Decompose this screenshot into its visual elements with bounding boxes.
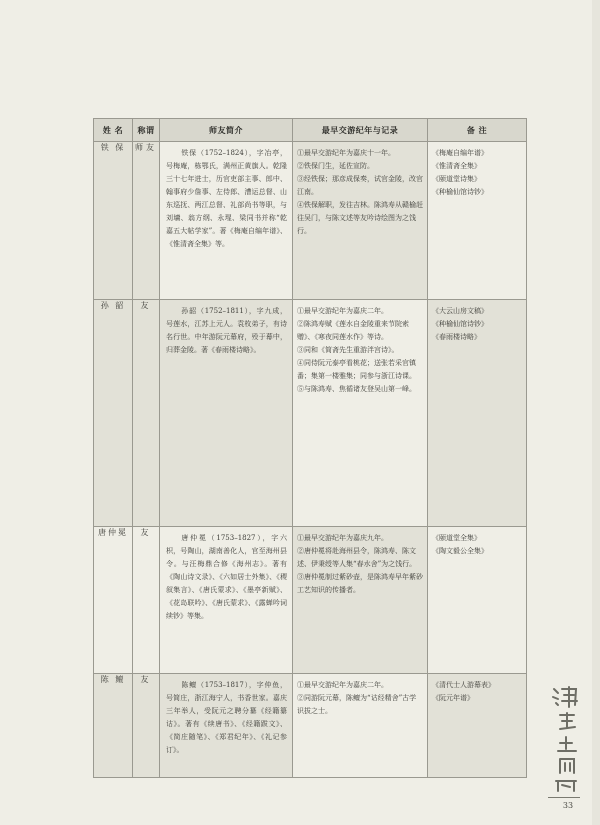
record-cell [293,300,428,527]
page-number-rule [548,797,580,798]
row-name-cell [94,674,133,778]
note-item: 《梅庵自编年谱》 [432,149,488,157]
record-cell [293,527,428,674]
record-item: ⑤与陈鸿寿、焦循诸友登吴山第一峰。 [297,385,416,393]
header-name: 姓 名 [94,119,133,142]
person-name: 铁 保 [100,143,126,152]
record-item: ②陈鸿寿赋《莲水自金陵重来节院索赠》、《寒夜同莲水作》等诗。 [297,320,409,341]
row-name-cell [94,142,133,300]
page-number: 33 [562,801,574,810]
calligraphy-decoration-icon [548,683,584,793]
header-notes: 备 注 [428,119,527,142]
intro-text: 唐仲冕（1753–1827），字六枳，号陶山，湖南善化人，官至海州县令。与汪梅鼎合修《海州志》。著有《陶山诗文录》、《六如居士外集》、《稷叙集言》、《唐氏蒙求》、《墨亭新赋》、《花岛联吟》、《唐氏蒙求》、《露蝉吟词续钞》等集。 [166,534,287,620]
intro-text: 陈鳣（1753–1817），字仲鱼，号简庄，浙江海宁人，书香世家。嘉庆三年举人，受阮元之聘分纂《经籍纂诂》。著有《续唐书》、《经籍跋文》、《简庄随笔》、《郑君纪年》、《礼记参订》。 [166,681,287,754]
relation-label: 友 [140,528,152,537]
note-item: 《惟清斋全集》 [432,162,481,170]
record-item: ④铁保解职，发往吉林。陈鸿寿从赣榆赶往吴门，与陈文述等友吟诗绘图为之饯行。 [297,201,423,235]
record-item: ④同侍阮元泰亭看桃花；送张若采官镇番；集第一楼雅集；同参与浙江诗课。 [297,359,416,380]
table-row [94,674,527,778]
row-relation-cell [133,527,160,674]
notes-cell [428,527,527,674]
note-item: 《阮元年谱》 [432,694,474,702]
intro-text: 铁保（1752–1824），字冶亭，号梅庵，栋鄂氏，满州正黄旗人。乾隆三十七年进士，历官吏部主事、郎中、翰事府少詹事、左侍郎、漕运总督、山东巡抚、两江总督、礼部尚书等职，与刘墉、翁方纲、永瑆、梁同书并称“乾嘉五大帖学家”。著《梅庵自编年谱》、《惟清斋全集》等。 [166,149,287,248]
row-relation-cell [133,674,160,778]
record-item: ①最早交游纪年为嘉庆二年。 [297,681,388,689]
notes-cell [428,674,527,778]
intro-cell [160,674,293,778]
header-record: 最早交游纪年与记录 [293,119,428,142]
note-item: 《清代士人游幕表》 [432,681,495,689]
table-header-row [94,119,527,142]
record-item: ③经铁保；那彦成保奏，试官金陵，改官江南。 [297,175,423,196]
note-item: 《颐道堂诗集》 [432,175,481,183]
record-cell [293,674,428,778]
record-item: ③唐仲冕制过紫砂壶，是陈鸿寿早年紫砂工艺知识的传播者。 [297,573,423,594]
friends-table [93,118,527,778]
record-item: ②同游阮元幕，陈鳣为“诂经精舍”古学识拔之士。 [297,694,417,715]
table-row [94,142,527,300]
note-item: 《陶文毅公全集》 [432,547,488,555]
note-item: 《颐道堂全集》 [432,534,481,542]
row-relation-cell [133,300,160,527]
header-intro: 师友简介 [160,119,293,142]
note-item: 《春雨楼诗略》 [432,333,481,341]
page-edge [592,0,600,825]
notes-cell [428,142,527,300]
row-relation-cell [133,142,160,300]
intro-cell [160,527,293,674]
intro-cell [160,142,293,300]
record-item: ①最早交游纪年为嘉庆二年。 [297,307,388,315]
person-name: 唐仲冕 [98,528,128,537]
record-item: ①最早交游纪年为嘉庆十一年。 [297,149,395,157]
relation-label: 师友 [135,143,157,152]
intro-text: 孙韶（1752–1811），字九成，号莲水，江苏上元人。袁枚弟子，有诗名行世。中年游阮元幕府，殁于幕中，归葬金陵。著《春雨楼诗略》。 [166,307,287,354]
person-name: 陈 鳣 [100,675,126,684]
record-item: ③同和《简斋先生重游泮宫诗》。 [297,346,399,354]
note-item: 《大云山房文稿》 [432,307,488,315]
row-name-cell [94,527,133,674]
note-item: 《种榆仙馆诗钞》 [432,188,488,196]
row-name-cell [94,300,133,527]
table-row [94,300,527,527]
note-item: 《种榆仙馆诗钞》 [432,320,488,328]
intro-cell [160,300,293,527]
notes-cell [428,300,527,527]
header-relation: 称谓 [133,119,160,142]
relation-label: 友 [140,675,152,684]
table-row [94,527,527,674]
record-item: ②铁保门生，延佐宣防。 [297,162,374,170]
relation-label: 友 [140,301,152,310]
record-item: ①最早交游纪年为嘉庆九年。 [297,534,388,542]
person-name: 孙 韶 [100,301,126,310]
record-item: ②唐仲冕将赴海州县令，陈鸿寿、陈文述、伊秉绶等人集“春水舍”为之饯行。 [297,547,417,568]
record-cell [293,142,428,300]
